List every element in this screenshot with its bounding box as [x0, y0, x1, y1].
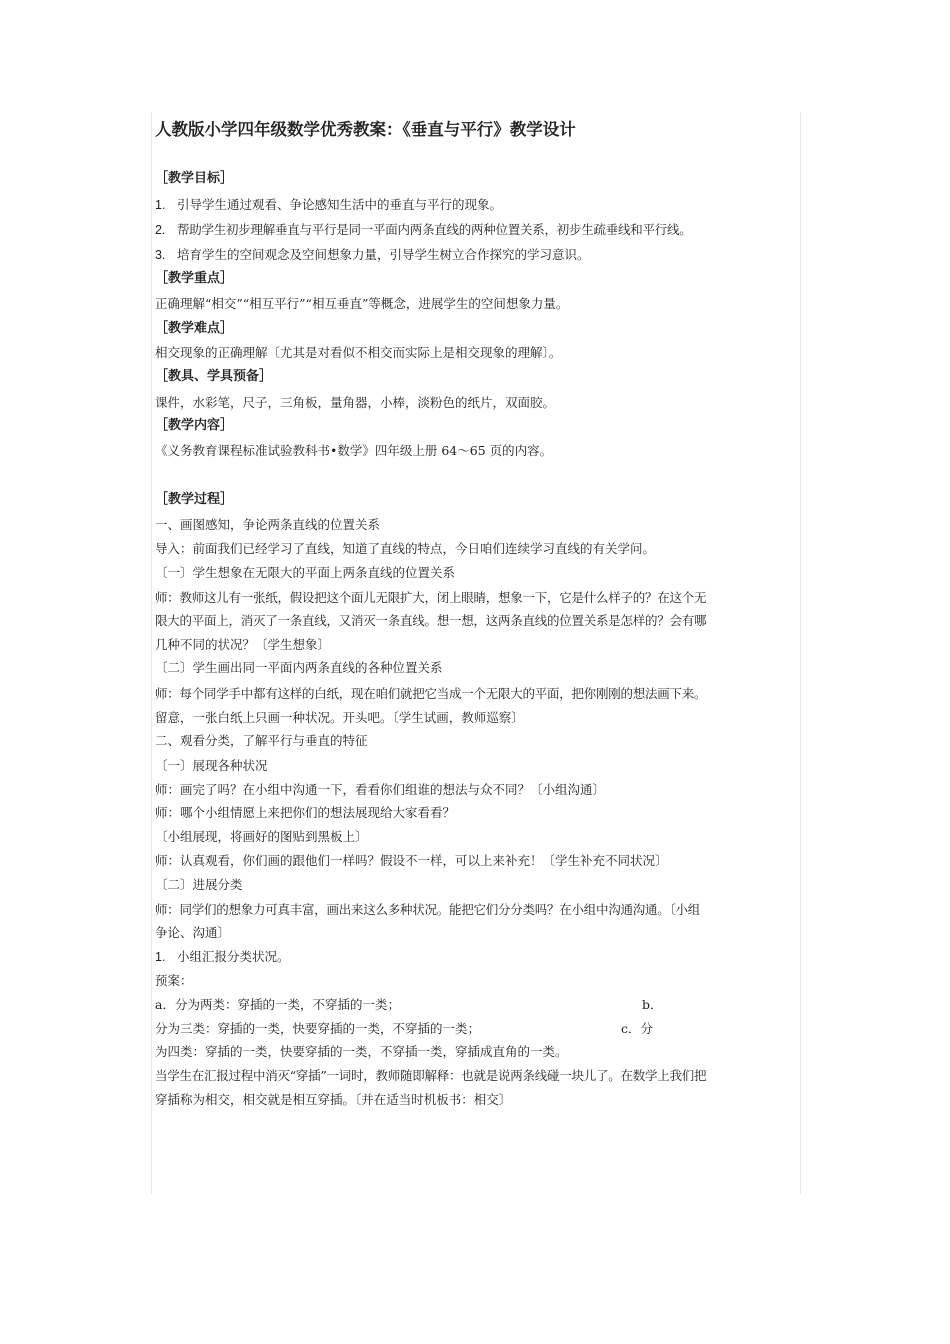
process-line: 师：教师这儿有一张纸，假设把这个面儿无限扩大，闭上眼睛，想象一下，它是什么样子的？在这个无: [155, 590, 707, 605]
report-item: [155, 948, 290, 966]
difficulty-text: 相交现象的正确理解〔尤其是对看似不相交而实际上是相交现象的理解〕。: [155, 345, 562, 360]
process-line: 争论、沟通〕: [155, 925, 231, 940]
option-b-text: 分为三类：穿插的一类，快要穿插的一类，不穿插的一类；: [155, 1021, 481, 1036]
goal-number: 1.: [155, 198, 166, 212]
option-b-label: b．: [642, 997, 663, 1012]
option-c-text: 为四类：穿插的一类，快要穿插的一类，不穿插一类，穿插成直角的一类。: [155, 1044, 568, 1059]
goal-item: [155, 196, 502, 214]
process-line: 〔小组展现，将画好的图贴到黑板上〕: [155, 829, 368, 844]
option-c-label: c．分: [621, 1021, 654, 1036]
process-line: 〔二〕进展分类: [155, 877, 243, 892]
goal-text: 帮助学生初步理解垂直与平行是同一平面内两条直线的两种位置关系，初步生疏垂线和平行线。: [177, 222, 692, 237]
process-line: 师：每个同学手中都有这样的白纸，现在咱们就把它当成一个无限大的平面，把你刚刚的想法画下来。: [155, 686, 707, 701]
process-line: 限大的平面上，消灭了一条直线，又消灭一条直线。想一想，这两条直线的位置关系是怎样的？会有哪: [155, 613, 707, 628]
goal-number: 3.: [155, 248, 166, 262]
process-line: 师：认真观看，你们画的跟他们一样吗？假设不一样，可以上来补充！〔学生补充不同状况〕: [155, 853, 668, 868]
plan-label: 预案：: [155, 973, 193, 988]
process-line: 〔一〕学生想象在无限大的平面上两条直线的位置关系: [155, 565, 456, 580]
process-line: 师：同学们的想象力可真丰富，画出来这么多种状况。能把它们分分类吗？在小组中沟通沟通。〔小组: [155, 902, 701, 917]
key-points-heading: ［教学重点］: [155, 271, 234, 286]
goals-heading: ［教学目标］: [155, 171, 234, 186]
goal-text: 引导学生通过观看、争论感知生活中的垂直与平行的现象。: [177, 197, 503, 212]
report-text: 小组汇报分类状况。: [177, 949, 290, 964]
goal-number: 2.: [155, 223, 165, 237]
process-line: 师：哪个小组情愿上来把你们的想法展现给大家看看？: [155, 805, 456, 820]
process-line: 〔二〕学生画出同一平面内两条直线的各种位置关系: [155, 660, 443, 675]
document-page: [151, 112, 801, 1194]
closing-line: 当学生在汇报过程中消灭“穿插”一词时，教师随即解释：也就是说两条线碰一块儿了。在数学上我们把: [155, 1068, 707, 1083]
closing-line: 穿插称为相交，相交就是相互穿插。〔并在适当时机板书：相交〕: [155, 1092, 512, 1107]
option-a: a．分为两类：穿插的一类，不穿插的一类；: [155, 997, 400, 1012]
document-title: 人教版小学四年级数学优秀教案：《垂直与平行》教学设计: [155, 120, 576, 139]
process-line: 一、画图感知，争论两条直线的位置关系: [155, 517, 381, 532]
goal-item: [155, 221, 692, 239]
goal-text: 培育学生的空间观念及空间想象力量，引导学生树立合作探究的学习意识。: [177, 247, 590, 262]
process-heading: ［教学过程］: [155, 492, 234, 507]
content-heading: ［教学内容］: [155, 418, 234, 433]
difficulty-heading: ［教学难点］: [155, 321, 234, 336]
goal-item: [155, 246, 590, 264]
process-line: 留意，一张白纸上只画一种状况。开头吧。〔学生试画，教师巡察〕: [155, 710, 524, 725]
process-line: 师：画完了吗？在小组中沟通一下，看看你们组谁的想法与众不同？〔小组沟通〕: [155, 782, 606, 797]
process-line: 导入：前面我们已经学习了直线，知道了直线的特点，今日咱们连续学习直线的有关学问。: [155, 541, 656, 556]
report-number: 1.: [155, 950, 166, 964]
process-line: 〔一〕展现各种状况: [155, 758, 268, 773]
process-line: 几种不同的状况？〔学生想象〕: [155, 637, 331, 652]
tools-text: 课件，水彩笔，尺子，三角板，量角器，小棒，淡粉色的纸片，双面胶。: [155, 395, 556, 410]
key-points-text: 正确理解“相交”“相互平行”“相互垂直”等概念，进展学生的空间想象力量。: [155, 296, 569, 311]
process-line: 二、观看分类，了解平行与垂直的特征: [155, 733, 368, 748]
tools-heading: ［教具、学具预备］: [155, 369, 273, 384]
content-text: 《义务教育课程标准试验教科书•数学》四年级上册 64～65 页的内容。: [155, 443, 553, 458]
